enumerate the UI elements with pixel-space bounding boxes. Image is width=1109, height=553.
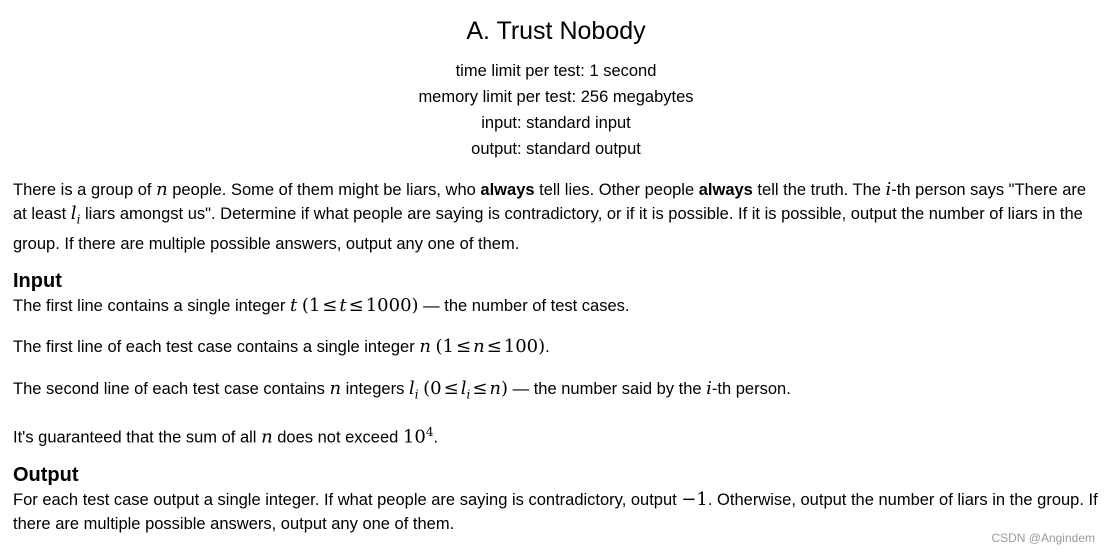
legend-paragraph [13, 178, 1099, 256]
math-minus-one: −1 [681, 489, 708, 510]
memory-limit: memory limit per test: 256 megabytes [418, 88, 694, 106]
math-var-n: n [156, 179, 168, 200]
time-limit: time limit per test: 1 second [455, 62, 657, 80]
input-line-4: It's guaranteed that the sum of all n does not exceed $10^4$. [13, 425, 439, 448]
input-file: input: standard input [481, 114, 631, 132]
problem-title: A. Trust Nobody [466, 17, 646, 45]
watermark: CSDN @Angindem [991, 531, 1095, 545]
output-heading: Output [13, 464, 79, 486]
problem-statement [13, 0, 1099, 533]
statement-paragraph: There is a group of n people. Some of them might be liars, who always tell lies. Other people always tell the truth. The i-th person says "There are at least $l_i$ liars amongst us". Determine if what people are saying is contradictory, or if it is possible. If it is possible, output the number of liars in the group. If there are multiple possible answers, output any one of them. [13, 179, 1087, 253]
emphasis-always: always [480, 181, 535, 199]
math-var-i: i [885, 179, 892, 200]
input-line-1: The first line contains a single integer t (1 ≤ t ≤ 1000) — the number of test cases. [13, 295, 630, 316]
input-line-2: The first line of each test case contains a single integer n (1 ≤ n ≤ 100). [13, 336, 550, 357]
problem-header [13, 0, 1099, 162]
input-line-3: The second line of each test case contains n integers $l_i$ $(0 \le l_i \le n)$ — the number said by the i-th person. [13, 378, 791, 402]
emphasis-always: always [698, 181, 753, 199]
math-var-li: $l_i$ [70, 203, 81, 227]
output-file: output: standard output [471, 140, 641, 158]
input-heading: Input [13, 270, 62, 292]
output-paragraph: For each test case output a single integer. If what people are saying is contradictory, output −1. Otherwise, output the number of liars in the group. If there are multiple possible answers, output any one of them. [13, 489, 1098, 533]
